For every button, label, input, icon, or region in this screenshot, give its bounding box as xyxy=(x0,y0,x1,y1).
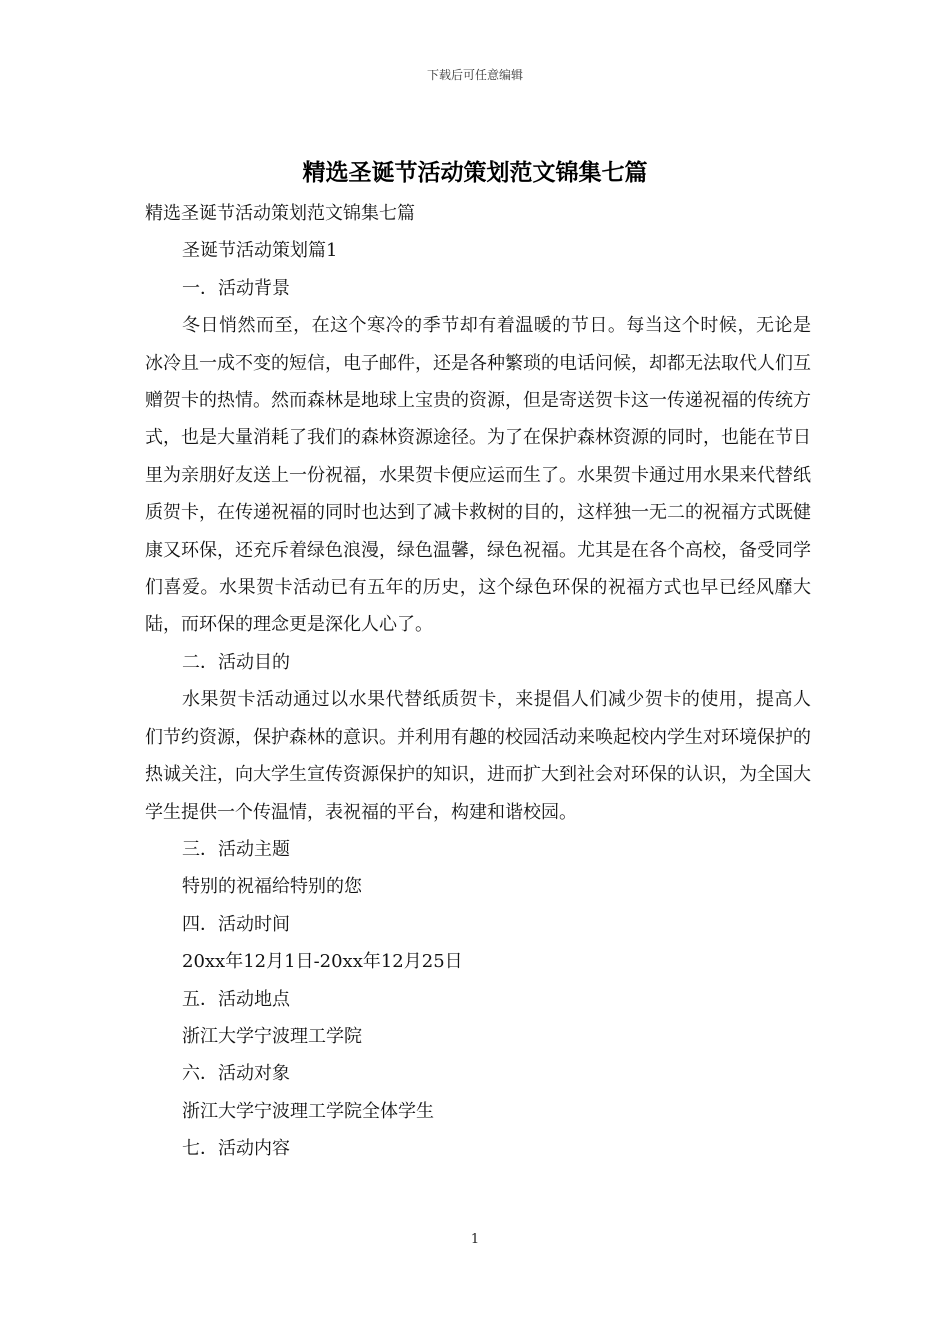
section-heading-theme: 三．活动主题 xyxy=(182,838,290,860)
subtitle: 精选圣诞节活动策划范文锦集七篇 xyxy=(145,203,415,224)
header-note: 下载后可任意编辑 xyxy=(426,68,523,82)
section-body-audience: 浙江大学宁波理工学院全体学生 xyxy=(182,1100,434,1122)
section-body-background: 冬日悄然而至，在这个寒冷的季节却有着温暖的节日。每当这个时候，无论是冰冷且一成不变的短信，电子邮件，还是各种繁琐的电话问候，却都无法取代人们互赠贺卡的热情。然而森林是地球上宝贵的资源，但是寄送贺卡这一传递祝福的传统方式，也是大量消耗了我们的森林资源途径。为了在保护森林资源的同时，也能在节日里为亲朋好友送上一份祝福，水果贺卡便应运而生了。水果贺卡通过用水果来代替纸质贺卡，在传递祝福的同时也达到了减卡救树的目的，这样独一无二的祝福方式既健康又环保，还充斥着绿色浪漫，绿色温馨，绿色祝福。尤其是在各个高校，备受同学们喜爱。水果贺卡活动已有五年的历史，这个绿色环保的祝福方式也早已经风靡大陆，而环保的理念更是深化人心了。 xyxy=(145,315,811,636)
section-heading-purpose: 二．活动目的 xyxy=(182,651,290,673)
part-label: 圣诞节活动策划篇1 xyxy=(182,240,338,262)
section-body-time: 20xx年12月1日-20xx年12月25日 xyxy=(182,951,463,973)
page-number: 1 xyxy=(470,1232,480,1247)
section-heading-background: 一．活动背景 xyxy=(182,277,290,299)
section-heading-audience: 六．活动对象 xyxy=(182,1063,290,1085)
section-body-purpose: 水果贺卡活动通过以水果代替纸质贺卡，来提倡人们减少贺卡的使用，提高人们节约资源，保护森林的意识。并利用有趣的校园活动来唤起校内学生对环境保护的热诚关注，向大学生宣传资源保护的知识，进而扩大到社会对环保的认识，为全国大学生提供一个传温情，表祝福的平台，构建和谐校园。 xyxy=(145,689,811,823)
section-heading-location: 五．活动地点 xyxy=(182,988,290,1010)
section-body-theme: 特别的祝福给特别的您 xyxy=(182,876,362,898)
section-body-location: 浙江大学宁波理工学院 xyxy=(182,1025,362,1047)
section-heading-time: 四．活动时间 xyxy=(182,913,290,935)
section-heading-content: 七．活动内容 xyxy=(182,1138,290,1160)
document-title: 精选圣诞节活动策划范文锦集七篇 xyxy=(302,159,648,186)
document-body xyxy=(145,195,811,1168)
